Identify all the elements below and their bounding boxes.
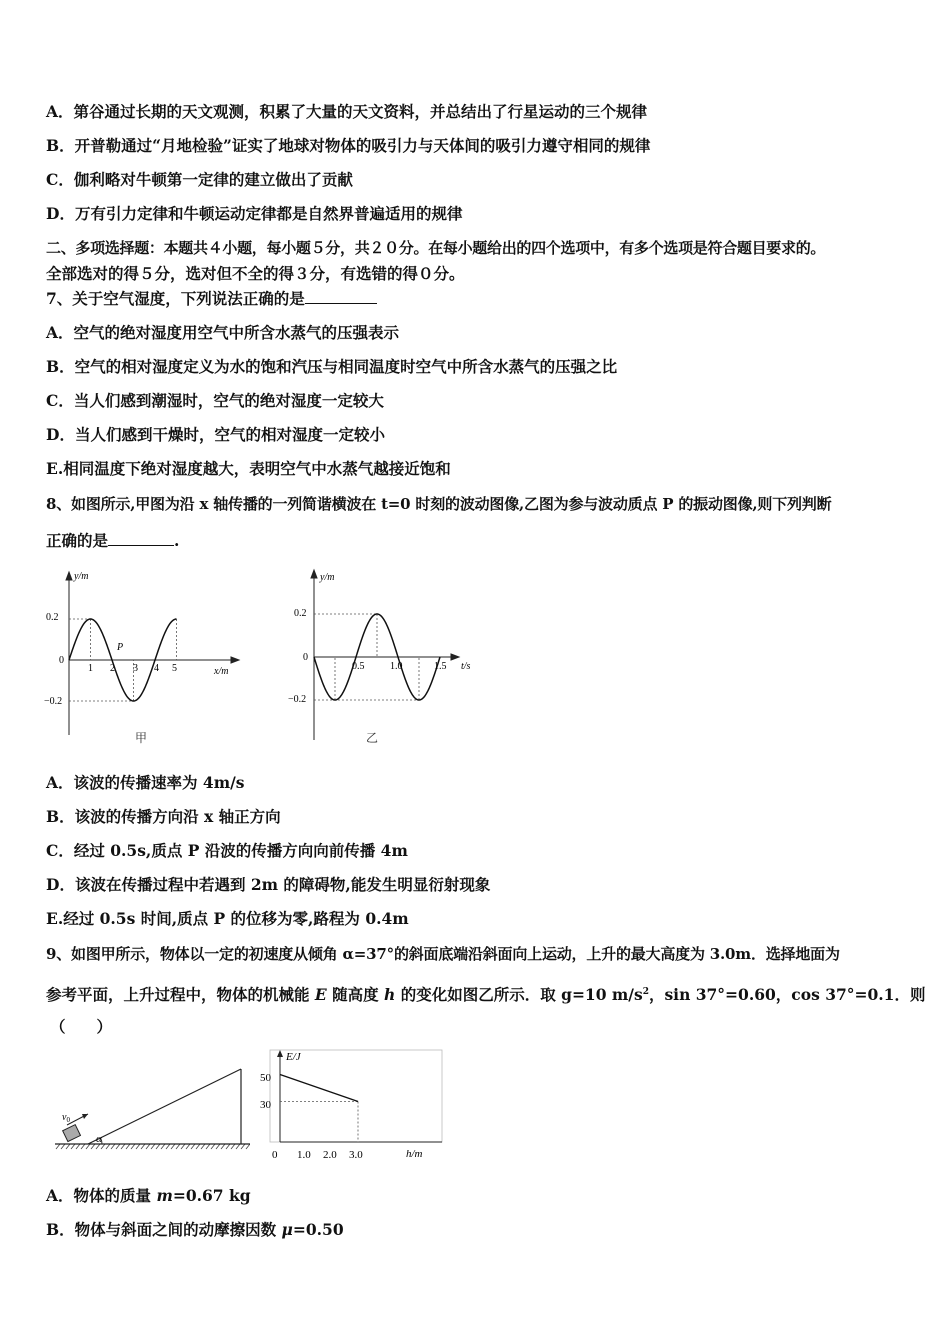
x-tick-3: 3: [133, 663, 138, 674]
hatch-mark: [166, 1144, 170, 1149]
hatch-mark: [216, 1144, 220, 1149]
x-tick-1.0: 1.0: [297, 1149, 311, 1161]
y-axis-label: E/J: [286, 1051, 301, 1063]
q7-option-d: D．当人们感到干燥时，空气的相对湿度一定较小: [46, 425, 385, 444]
y-axis-arrow: [277, 1050, 283, 1057]
hatch-mark: [191, 1144, 195, 1149]
hatch-mark: [126, 1144, 130, 1149]
q9-option-b-prefix: B．物体与斜面之间的动摩擦因数: [46, 1220, 282, 1239]
var-e: E: [314, 985, 327, 1005]
hatch-mark: [106, 1144, 110, 1149]
y-axis-label: y/m: [74, 571, 89, 582]
point-p-label: P: [117, 642, 124, 653]
hatch-mark: [171, 1144, 175, 1149]
energy-graph: [256, 1048, 446, 1164]
q9-stem-part-c: 的变化如图乙所示．取 g=10 m/s: [395, 985, 643, 1005]
hatch-mark: [226, 1144, 230, 1149]
incline-figure: [50, 1062, 250, 1157]
q6-option-b: B．开普勒通过“月地检验”证实了地球对物体的吸引力与天体间的吸引力遵守相同的规律: [46, 136, 651, 155]
hatch-mark: [56, 1144, 60, 1149]
hatch-mark: [111, 1144, 115, 1149]
q8-option-d: D．该波在传播过程中若遇到 2m 的障碍物,能发生明显衍射现象: [46, 875, 491, 894]
q6-option-c: C．伽利略对牛顿第一定律的建立做出了贡献: [46, 170, 353, 189]
x-tick-1.5: 1.5: [434, 661, 447, 672]
q7-option-c: C．当人们感到潮湿时，空气的绝对湿度一定较大: [46, 391, 384, 410]
var-mu: μ: [281, 1220, 293, 1239]
x-tick-4: 4: [154, 663, 159, 674]
q9-option-b-value: =0.50: [292, 1220, 344, 1239]
x-tick-1.0: 1.0: [390, 661, 403, 672]
q8-option-a: A．该波的传播速率为 4m/s: [46, 773, 245, 792]
hatch-mark: [76, 1144, 80, 1149]
x-tick-2: 2: [110, 663, 115, 674]
hatch-mark: [186, 1144, 190, 1149]
x-tick-2.0: 2.0: [323, 1149, 337, 1161]
hatch-mark: [146, 1144, 150, 1149]
x-axis-label: h/m: [406, 1148, 423, 1160]
q9-option-b: [46, 1220, 344, 1240]
answer-blank: [108, 531, 174, 546]
q9-option-a-prefix: A．物体的质量: [46, 1186, 157, 1205]
q7-option-e: E.相同温度下绝对湿度越大，表明空气中水蒸气越接近饱和: [46, 459, 451, 478]
hatch-mark: [116, 1144, 120, 1149]
hatch-mark: [151, 1144, 155, 1149]
q9-stem-line1: 9、如图甲所示，物体以一定的初速度从倾角 α=37°的斜面底端沿斜面向上运动，上升的最大高度为 3.0m．选择地面为: [46, 945, 840, 963]
q9-option-a: [46, 1186, 251, 1206]
hatch-mark: [121, 1144, 125, 1149]
energy-line: [280, 1075, 358, 1102]
block: [63, 1125, 81, 1142]
graph-caption: 甲: [135, 731, 148, 745]
v0-label: $v_0$: [62, 1112, 70, 1124]
answer-blank: [305, 289, 377, 304]
y-tick-neg0.2: −0.2: [44, 696, 63, 707]
var-m: m: [156, 1186, 173, 1205]
hatch-mark: [156, 1144, 160, 1149]
hatch-mark: [201, 1144, 205, 1149]
q9-stem-part-b: 随高度: [326, 985, 385, 1005]
graph-caption: 乙: [366, 731, 379, 745]
q9-stem-part-d: ，sin 37°=0.60，cos 37°=0.1．则: [648, 985, 926, 1005]
hatch-mark: [91, 1144, 95, 1149]
hatch-mark: [161, 1144, 165, 1149]
var-h: h: [384, 985, 396, 1005]
q8-option-e: E.经过 0.5s 时间,质点 P 的位移为零,路程为 0.4m: [46, 909, 409, 928]
q8-stem-line1: 8、如图所示,甲图为沿 x 轴传播的一列简谐横波在 t=0 时刻的波动图像,乙图为参与波动质点 P 的振动图像,则下列判断: [46, 495, 832, 513]
y-axis-arrow: [66, 572, 72, 580]
hatch-mark: [136, 1144, 140, 1149]
hatch-mark: [206, 1144, 210, 1149]
hatch-mark: [196, 1144, 200, 1149]
x-tick-0: 0: [272, 1149, 278, 1161]
hatch-mark: [211, 1144, 215, 1149]
hatch-mark: [181, 1144, 185, 1149]
superscript-2: 2: [642, 987, 649, 997]
hatch-mark: [246, 1144, 250, 1149]
x-tick-5: 5: [172, 663, 177, 674]
hatch-mark: [61, 1144, 65, 1149]
x-tick-3.0: 3.0: [349, 1149, 363, 1161]
y-tick-0.2: 0.2: [46, 612, 59, 623]
q7-stem-text: 7、关于空气湿度，下列说法正确的是: [46, 289, 305, 308]
hatch-mark: [236, 1144, 240, 1149]
q6-option-a: A．第谷通过长期的天文观测，积累了大量的天文资料，并总结出了行星运动的三个规律: [46, 102, 648, 121]
x-tick-1: 1: [88, 663, 93, 674]
y-tick-0: 0: [303, 652, 308, 663]
x-axis-label: t/s: [461, 661, 471, 672]
graph-border: [270, 1050, 442, 1142]
hatch-mark: [66, 1144, 70, 1149]
x-tick-0.5: 0.5: [352, 661, 365, 672]
vibration-graph-yi: [286, 565, 486, 750]
q8-stem-text: 正确的是: [46, 531, 109, 550]
y-axis-arrow: [311, 570, 317, 578]
x-axis-arrow: [451, 654, 459, 660]
hatch-mark: [71, 1144, 75, 1149]
y-tick-50: 50: [260, 1072, 271, 1084]
q8-stem-line2: [46, 531, 179, 551]
hatch-mark: [141, 1144, 145, 1149]
y-tick-0.2: 0.2: [294, 608, 307, 619]
q7-option-a: A．空气的绝对湿度用空气中所含水蒸气的压强表示: [46, 323, 400, 342]
x-axis-arrow: [231, 657, 239, 663]
alpha-label: α: [96, 1133, 102, 1145]
incline-surface: [88, 1069, 241, 1144]
q7-stem: [46, 289, 377, 309]
y-tick-30: 30: [260, 1099, 271, 1111]
section2-header-line1: 二、多项选择题：本题共４小题，每小题５分，共２０分。在每小题给出的四个选项中，有多个选项是符合题目要求的。: [46, 239, 826, 257]
x-axis-label: x/m: [214, 666, 229, 677]
q9-answer-paren: （ ）: [50, 1017, 113, 1036]
wave-graph-jia: [44, 565, 244, 750]
hatch-mark: [221, 1144, 225, 1149]
ground-hatching: [56, 1144, 250, 1149]
hatch-mark: [131, 1144, 135, 1149]
q8-option-c: C．经过 0.5s,质点 P 沿波的传播方向向前传播 4m: [46, 841, 408, 860]
hatch-mark: [241, 1144, 245, 1149]
q8-option-b: B．该波的传播方向沿 x 轴正方向: [46, 807, 281, 826]
q6-option-d: D．万有引力定律和牛顿运动定律都是自然界普遍适用的规律: [46, 204, 463, 223]
section2-header-line2: 全部选对的得５分，选对但不全的得３分，有选错的得０分。: [46, 264, 465, 283]
y-tick-neg0.2: −0.2: [288, 694, 307, 705]
q9-stem-line2: [46, 982, 925, 1005]
hatch-mark: [86, 1144, 90, 1149]
y-tick-0: 0: [59, 655, 64, 666]
hatch-mark: [231, 1144, 235, 1149]
hatch-mark: [81, 1144, 85, 1149]
q8-stem-period: .: [174, 531, 180, 550]
hatch-mark: [176, 1144, 180, 1149]
q7-option-b: B．空气的相对湿度定义为水的饱和汽压与相同温度时空气中所含水蒸气的压强之比: [46, 357, 618, 376]
q9-option-a-value: =0.67 kg: [172, 1186, 251, 1205]
y-axis-label: y/m: [320, 572, 335, 583]
q9-stem-part-a: 参考平面，上升过程中，物体的机械能: [46, 985, 315, 1005]
